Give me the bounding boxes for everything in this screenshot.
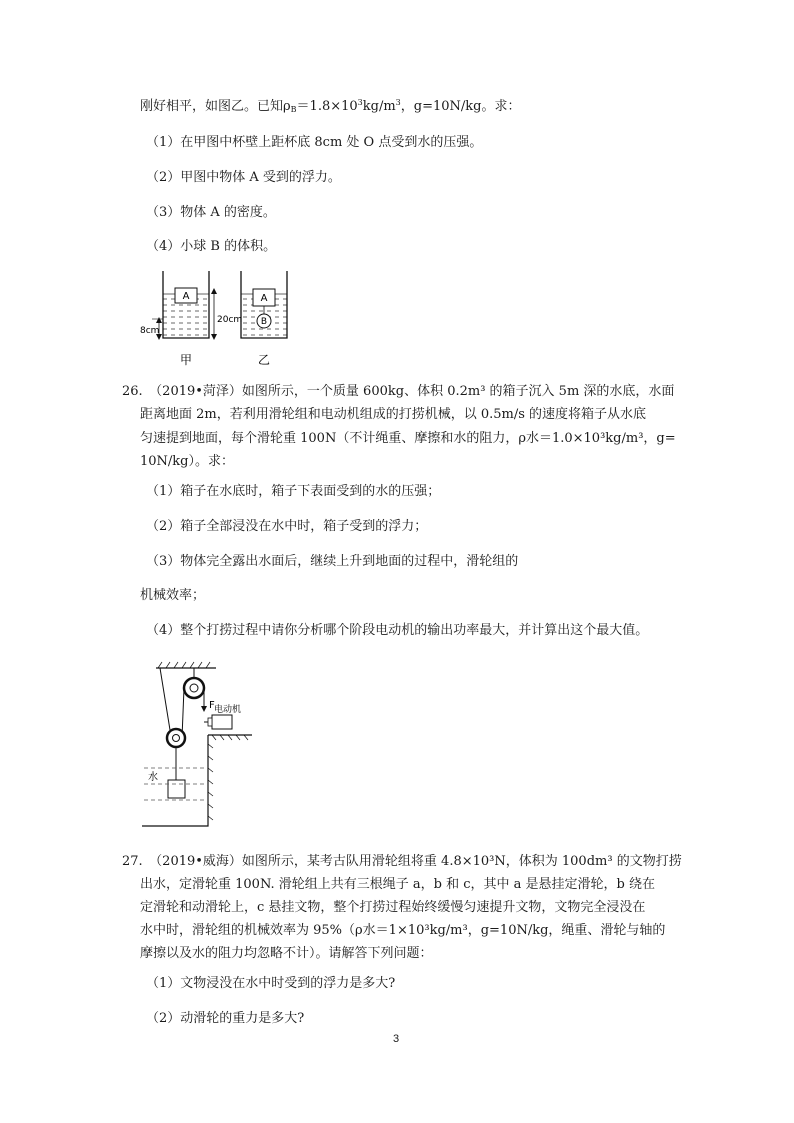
q25-text-sub: B — [290, 105, 297, 114]
water-label: 水 — [148, 772, 158, 783]
q26-item-4: （4）整个打捞过程中请你分析哪个阶段电动机的输出功率最大，并计算出这个最大值。 — [146, 623, 649, 638]
block-a-label-jia: A — [182, 291, 190, 302]
q27-line-3: 定滑轮和动滑轮上，c 悬挂文物，整个打捞过程始终缓慢匀速提升文物，文物完全浸没在 — [140, 900, 646, 915]
ball-b-label: B — [260, 317, 268, 327]
q26-line-3: 匀速提到地面，每个滑轮重 100N（不计绳重、摩擦和水的阻力，ρ水＝1.0×10³kg/m³，g= — [140, 431, 676, 446]
q25-text-a: 刚好相平，如图乙。已知ρ — [140, 99, 291, 114]
force-f-label: F — [209, 700, 215, 711]
q26-item-3-cont: 机械效率； — [140, 588, 206, 603]
label-yi: 乙 — [257, 353, 271, 367]
q27-line-4: 水中时，滑轮组的机械效率为 95%（ρ水＝1×10³kg/m³，g=10N/kg，绳重、滑轮与轴的 — [140, 923, 666, 938]
q26-item-2: （2）箱子全部浸没在水中时，箱子受到的浮力； — [146, 519, 428, 534]
q26-figure — [142, 660, 272, 830]
motor-label: 电动机 — [214, 705, 242, 715]
label-jia: 甲 — [179, 353, 193, 367]
q27-item-2: （2）动滑轮的重力是多大? — [146, 1011, 305, 1026]
q25-text-sup: 3 — [357, 98, 363, 107]
cup-yi — [241, 271, 287, 338]
q25-item-3: （3）物体 A 的密度。 — [146, 205, 276, 220]
q26-item-3: （3）物体完全露出水面后，继续上升到地面的过程中，滑轮组的 — [146, 554, 519, 569]
submerged-box — [168, 780, 185, 798]
motor-icon — [212, 715, 232, 729]
q25-intro-line — [140, 98, 520, 117]
q27-line-2: 出水，定滑轮重 100N. 滑轮组上共有三根绳子 a，b 和 c，其中 a 是悬挂定滑轮，b 绕在 — [140, 877, 655, 892]
q25-item-1: （1）在甲图中杯壁上距杯底 8cm 处 O 点受到水的压强。 — [146, 135, 483, 150]
dim-8cm: 8cm — [140, 326, 160, 336]
q25-text-d: ，g=10N/kg。求： — [400, 99, 521, 114]
dim-20cm: 20cm — [217, 315, 243, 325]
q25-figure — [138, 266, 298, 370]
q26-item-1: （1）箱子在水底时，箱子下表面受到的水的压强； — [146, 484, 441, 499]
q27-line-5: 摩擦以及水的阻力均忽略不计）。请解答下列问题： — [140, 946, 433, 961]
q27-item-1: （1）文物浸没在水中时受到的浮力是多大? — [146, 976, 396, 991]
q26-line-1: 26. （2019•菏泽）如图所示，一个质量 600kg、体积 0.2m³ 的箱子沉入 5m 深的水底，水面 — [122, 384, 675, 399]
q25-text-b: ＝1.8×10 — [296, 99, 358, 114]
q26-line-4: 10N/kg）。求： — [140, 454, 234, 469]
q25-item-2: （2）甲图中物体 A 受到的浮力。 — [146, 170, 341, 185]
q27-line-1: 27. （2019•威海）如图所示，某考古队用滑轮组将重 4.8×10³N，体积为 100dm³ 的文物打捞 — [122, 854, 682, 869]
block-a-label-yi: A — [260, 293, 268, 304]
q26-line-2: 距离地面 2m，若利用滑轮组和电动机组成的打捞机械，以 0.5m/s 的速度将箱子从水底 — [140, 407, 647, 422]
cup-jia — [152, 271, 217, 340]
page-number: 3 — [393, 1033, 400, 1045]
q25-item-4: （4）小球 B 的体积。 — [146, 239, 277, 254]
q25-text-sup2: 3 — [395, 98, 401, 107]
q25-text-c: kg/m — [362, 99, 396, 114]
